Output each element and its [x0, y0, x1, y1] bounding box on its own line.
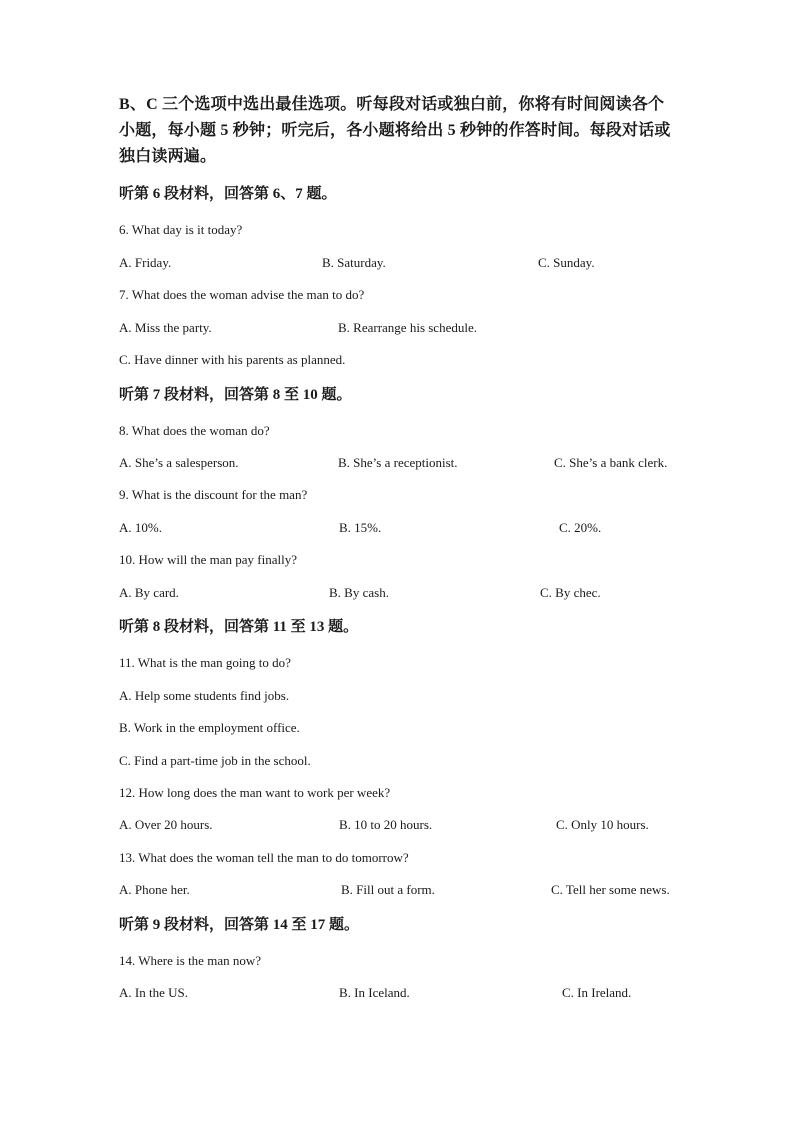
- question-8: 8. What does the woman do?: [119, 423, 270, 438]
- instructions-line-3: 独白读两遍。: [119, 148, 217, 165]
- instructions-line-1: B、C 三个选项中选出最佳选项。听每段对话或独白前，你将有时间阅读各个: [119, 96, 665, 113]
- option-9c: C. 20%.: [559, 520, 602, 535]
- question-7: 7. What does the woman advise the man to do?: [119, 287, 365, 302]
- question-13: 13. What does the woman tell the man to do tomorrow?: [119, 850, 409, 865]
- question-6: 6. What day is it today?: [119, 222, 243, 237]
- option-13c: C. Tell her some news.: [551, 882, 670, 897]
- option-11b: B. Work in the employment office.: [119, 720, 300, 735]
- option-9b: B. 15%.: [339, 520, 382, 535]
- option-11c: C. Find a part-time job in the school.: [119, 753, 311, 768]
- question-14: 14. Where is the man now?: [119, 953, 261, 968]
- option-8b: B. She’s a receptionist.: [338, 455, 458, 470]
- option-7b: B. Rearrange his schedule.: [338, 320, 477, 335]
- question-11: 11. What is the man going to do?: [119, 655, 291, 670]
- option-14a: A. In the US.: [119, 985, 188, 1000]
- option-8a: A. She’s a salesperson.: [119, 455, 239, 470]
- option-9a: A. 10%.: [119, 520, 162, 535]
- option-8c: C. She’s a bank clerk.: [554, 455, 668, 470]
- question-12: 12. How long does the man want to work per week?: [119, 785, 391, 800]
- option-12b: B. 10 to 20 hours.: [339, 817, 433, 832]
- option-6a: A. Friday.: [119, 255, 172, 270]
- option-13a: A. Phone her.: [119, 882, 190, 897]
- option-14c: C. In Ireland.: [562, 985, 632, 1000]
- section-heading-9: 听第 9 段材料，回答第 14 至 17 题。: [119, 917, 360, 933]
- section-heading-8: 听第 8 段材料，回答第 11 至 13 题。: [119, 619, 359, 635]
- question-9: 9. What is the discount for the man?: [119, 487, 308, 502]
- option-12c: C. Only 10 hours.: [556, 817, 649, 832]
- option-13b: B. Fill out a form.: [341, 882, 435, 897]
- option-10b: B. By cash.: [329, 585, 389, 600]
- option-7a: A. Miss the party.: [119, 320, 212, 335]
- option-10c: C. By chec.: [540, 585, 601, 600]
- section-heading-6: 听第 6 段材料，回答第 6、7 题。: [119, 186, 337, 202]
- option-6c: C. Sunday.: [538, 255, 595, 270]
- option-6b: B. Saturday.: [322, 255, 386, 270]
- option-11a: A. Help some students find jobs.: [119, 688, 290, 703]
- instructions-line-2: 小题，每小题 5 秒钟；听完后，各小题将给出 5 秒钟的作答时间。每段对话或: [119, 122, 671, 139]
- instructions: [119, 92, 679, 170]
- option-12a: A. Over 20 hours.: [119, 817, 213, 832]
- option-7c: C. Have dinner with his parents as planned.: [119, 352, 346, 367]
- question-10: 10. How will the man pay finally?: [119, 552, 297, 567]
- section-heading-7: 听第 7 段材料，回答第 8 至 10 题。: [119, 387, 352, 403]
- option-10a: A. By card.: [119, 585, 179, 600]
- option-14b: B. In Iceland.: [339, 985, 410, 1000]
